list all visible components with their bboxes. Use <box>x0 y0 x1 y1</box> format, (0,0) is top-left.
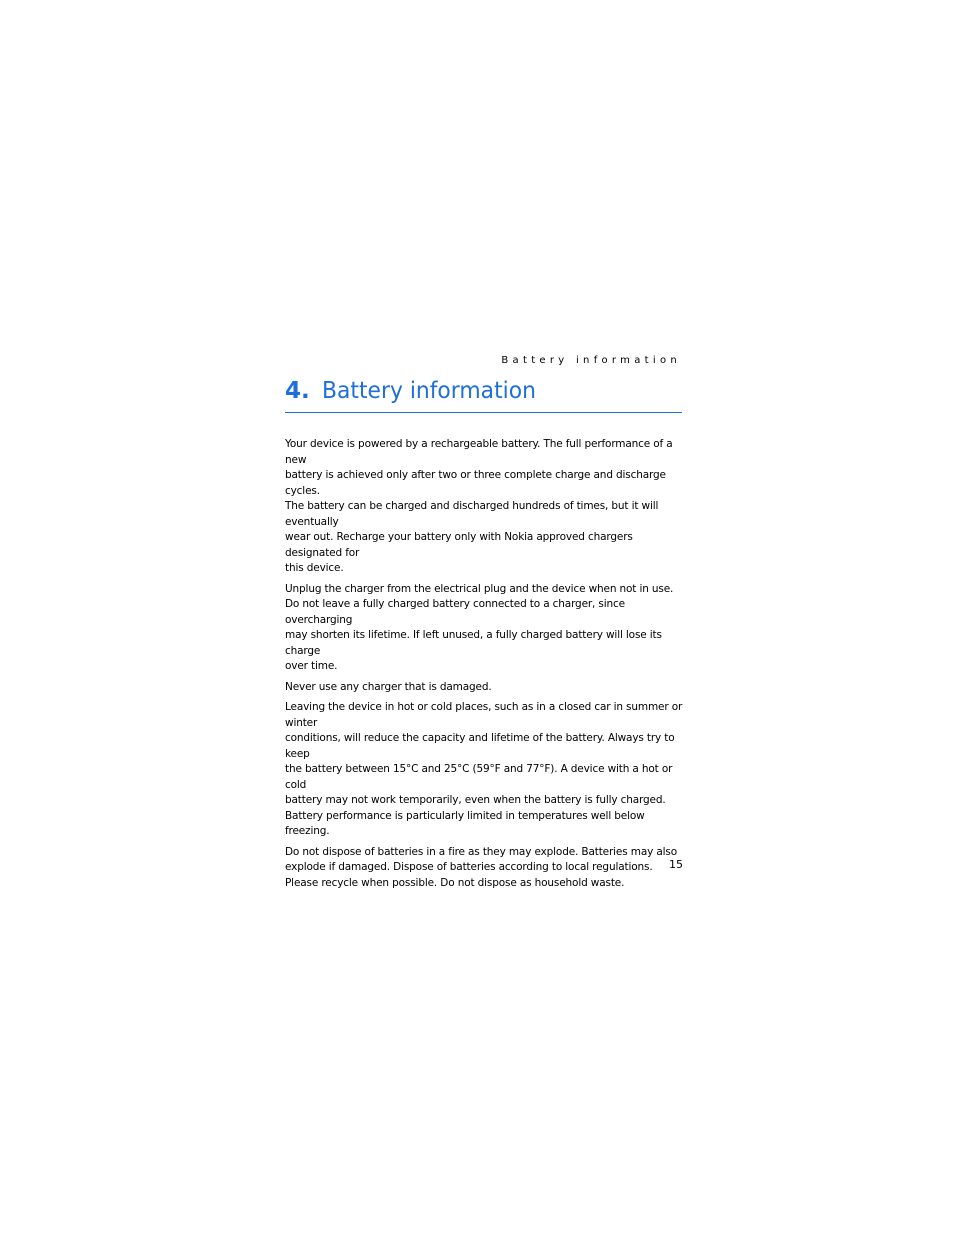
running-header: Battery information <box>501 355 681 366</box>
paragraph: Do not dispose of batteries in a fire as they may explode. Batteries may also explode if damaged. Dispose of batteries according to local regulations. Please recycle when possible. Do not dispose as household waste. <box>285 845 678 889</box>
body-text <box>285 437 685 896</box>
paragraph: Unplug the charger from the electrical plug and the device when not in use. Do not leave a fully charged battery connected to a charger, since overcharging may shorten its lifetime. If left unused, a fully charged battery will lose its charge over time. <box>285 582 674 672</box>
chapter-number: 4. <box>285 378 310 404</box>
paragraph: Leaving the device in hot or cold places, such as in a closed car in summer or winter conditions, will reduce the capacity and lifetime of the battery. Always try to keep the battery between 15°C and 25°C (59°F and 77°F). A device with a hot or cold battery may not work temporarily, even when the battery is fully charged. Battery performance is particularly limited in temperatures well below freezing. <box>285 701 683 837</box>
paragraph: Your device is powered by a rechargeable battery. The full performance of a new battery is achieved only after two or three complete charge and discharge cycles. The battery can be charged and discharged hundreds of times, but it will eventually wear out. Recharge your battery only with Nokia approved chargers designated for this device. <box>285 438 673 574</box>
paragraph: Never use any charger that is damaged. <box>285 680 492 693</box>
chapter-heading <box>285 378 682 413</box>
page-number: 15 <box>669 858 683 871</box>
chapter-title: Battery information <box>322 378 536 404</box>
